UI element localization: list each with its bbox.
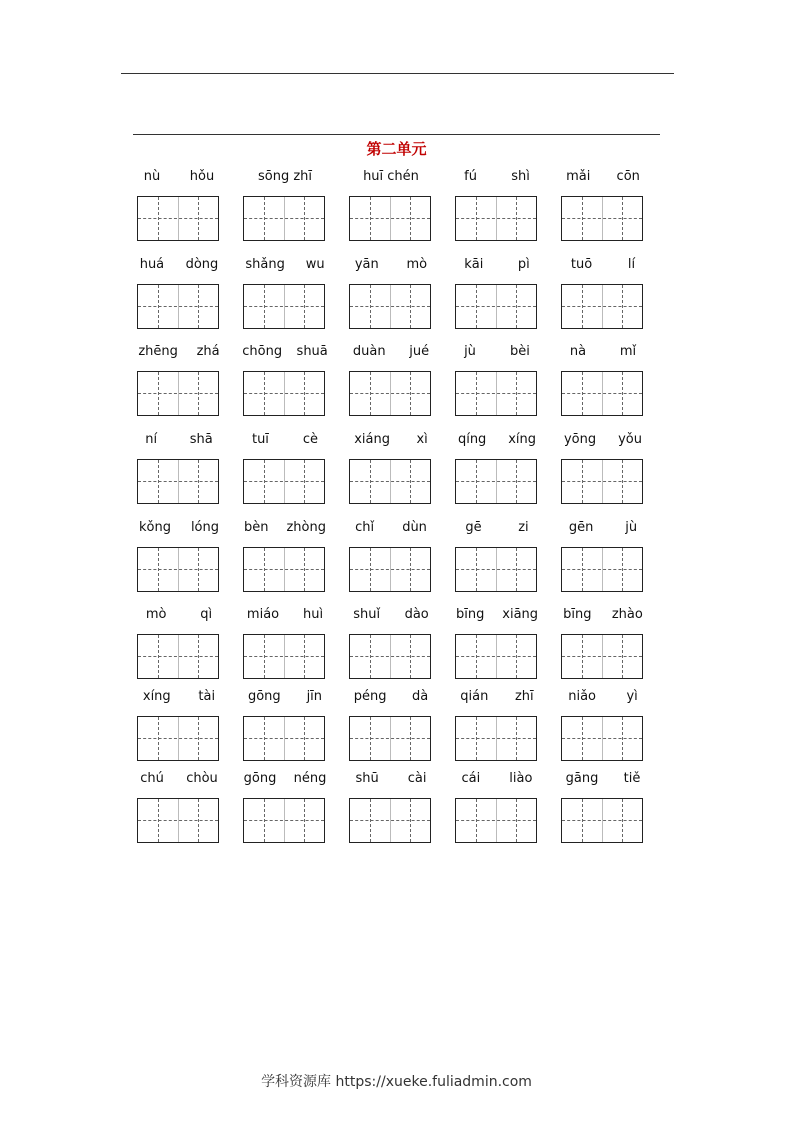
pinyin-syllable: xì (416, 431, 428, 447)
footer-text: 学科资源库 https://xueke.fuliadmin.com (261, 1074, 532, 1090)
pinyin-syllable: tiě (623, 770, 641, 786)
pinyin-syllable: jué (409, 343, 430, 359)
pinyin-label (447, 255, 547, 273)
box-guide-line (456, 306, 536, 307)
box-guide-line (622, 799, 623, 842)
box-guide-line (516, 460, 517, 503)
box-guide-line (198, 717, 199, 760)
box-guide-line (582, 197, 583, 240)
box-guide-line (582, 372, 583, 415)
box-guide-line (304, 285, 305, 328)
pinyin-syllable: zhòng (286, 519, 326, 535)
box-guide-line (244, 218, 324, 219)
box-guide-line (516, 717, 517, 760)
box-guide-line (410, 197, 411, 240)
pinyin-syllable: gāng (565, 770, 599, 786)
box-guide-line (516, 635, 517, 678)
writing-box[interactable] (455, 547, 537, 592)
pinyin-label (341, 518, 441, 536)
box-guide-line (582, 717, 583, 760)
box-guide-line (350, 820, 430, 821)
pinyin-label (447, 518, 547, 536)
pinyin-syllable: huì (302, 606, 324, 622)
pinyin-label (447, 769, 547, 787)
pinyin-label (341, 255, 441, 273)
pinyin-syllable: shuā (296, 343, 328, 359)
pinyin-label (341, 167, 441, 185)
writing-box[interactable] (243, 284, 325, 329)
box-guide-line (622, 285, 623, 328)
box-guide-line (138, 569, 218, 570)
pinyin-syllable: chòu (186, 770, 218, 786)
writing-box[interactable] (561, 798, 643, 843)
pinyin-label (447, 605, 547, 623)
pinyin-syllable: qián (460, 688, 489, 704)
writing-box[interactable] (137, 798, 219, 843)
pinyin-syllable: xiāng (502, 606, 539, 622)
box-guide-line (158, 372, 159, 415)
box-guide-line (264, 285, 265, 328)
pinyin-syllable: wu (305, 256, 325, 272)
writing-box[interactable] (561, 547, 643, 592)
box-guide-line (562, 820, 642, 821)
pinyin-syllable: kǒng (138, 519, 171, 535)
pinyin-syllable: jù (464, 343, 476, 359)
box-guide-line (198, 372, 199, 415)
writing-box[interactable] (349, 547, 431, 592)
box-guide-line (516, 285, 517, 328)
pinyin-syllable: qì (200, 606, 213, 622)
box-guide-line (350, 656, 430, 657)
pinyin-syllable: mò (406, 256, 428, 272)
box-guide-line (476, 460, 477, 503)
box-guide-line (244, 569, 324, 570)
box-guide-line (562, 306, 642, 307)
pinyin-syllable: hǒu (189, 168, 215, 184)
pinyin-syllable: chōng (242, 343, 283, 359)
box-guide-line (158, 717, 159, 760)
pinyin-syllable: dà (412, 688, 429, 704)
box-guide-line (158, 197, 159, 240)
pinyin-syllable: gōng (243, 770, 277, 786)
box-guide-line (304, 197, 305, 240)
box-guide-line (410, 548, 411, 591)
pinyin-label (341, 342, 441, 360)
box-guide-line (304, 799, 305, 842)
box-guide-line (304, 635, 305, 678)
pinyin-syllable: tài (198, 688, 216, 704)
writing-box[interactable] (561, 196, 643, 241)
box-guide-line (456, 738, 536, 739)
box-guide-line (562, 393, 642, 394)
box-guide-line (456, 656, 536, 657)
box-guide-line (562, 218, 642, 219)
pinyin-syllable: zhào (611, 606, 643, 622)
box-guide-line (582, 460, 583, 503)
pinyin-label (341, 687, 441, 705)
box-guide-line (350, 393, 430, 394)
pinyin-syllable: lí (627, 256, 636, 272)
pinyin-label (235, 687, 335, 705)
pinyin-syllable: chú (140, 770, 164, 786)
box-guide-line (456, 569, 536, 570)
pinyin-syllable: dùn (402, 519, 427, 535)
writing-box[interactable] (349, 634, 431, 679)
box-guide-line (304, 548, 305, 591)
box-guide-line (370, 548, 371, 591)
box-guide-line (350, 569, 430, 570)
pinyin-syllable: jù (625, 519, 638, 535)
pinyin-syllable: gēn (568, 519, 594, 535)
box-guide-line (562, 656, 642, 657)
box-guide-line (410, 460, 411, 503)
box-guide-line (476, 799, 477, 842)
pinyin-syllable: chǐ (355, 519, 375, 535)
box-guide-line (264, 372, 265, 415)
pinyin-label (553, 687, 653, 705)
box-guide-line (456, 393, 536, 394)
box-guide-line (582, 285, 583, 328)
box-guide-line (476, 635, 477, 678)
writing-box[interactable] (243, 547, 325, 592)
pinyin-syllable: xíng (508, 431, 537, 447)
box-guide-line (244, 481, 324, 482)
pinyin-syllable: shū (355, 770, 379, 786)
pinyin-syllable: bèn (243, 519, 269, 535)
box-guide-line (622, 460, 623, 503)
writing-box[interactable] (137, 634, 219, 679)
pinyin-syllable: huá (139, 256, 165, 272)
pinyin-syllable: péng (353, 688, 387, 704)
box-guide-line (622, 635, 623, 678)
box-guide-line (244, 820, 324, 821)
pinyin-label (235, 769, 335, 787)
box-guide-line (198, 285, 199, 328)
pinyin-syllable: liào (509, 770, 533, 786)
box-guide-line (138, 306, 218, 307)
box-guide-line (244, 738, 324, 739)
box-guide-line (516, 372, 517, 415)
box-guide-line (516, 548, 517, 591)
box-guide-line (264, 460, 265, 503)
pinyin-syllable: yān (354, 256, 379, 272)
pinyin-syllable: duàn (352, 343, 386, 359)
pinyin-syllable: nù (143, 168, 161, 184)
writing-box[interactable] (137, 716, 219, 761)
box-guide-line (370, 635, 371, 678)
writing-box[interactable] (455, 634, 537, 679)
pinyin-syllable: yōng (563, 431, 597, 447)
pinyin-syllable: cōn (616, 168, 640, 184)
pinyin-syllable: sōng zhī (257, 168, 313, 184)
pinyin-label (553, 167, 653, 185)
box-guide-line (562, 481, 642, 482)
writing-box[interactable] (455, 716, 537, 761)
box-guide-line (198, 548, 199, 591)
box-guide-line (476, 285, 477, 328)
box-guide-line (410, 635, 411, 678)
pinyin-label (341, 605, 441, 623)
box-guide-line (476, 372, 477, 415)
box-guide-line (622, 717, 623, 760)
pinyin-syllable: huī chén (363, 168, 419, 184)
pinyin-label (341, 769, 441, 787)
box-guide-line (264, 717, 265, 760)
pinyin-label (447, 167, 547, 185)
pinyin-label (235, 167, 335, 185)
pinyin-syllable: cài (407, 770, 427, 786)
box-guide-line (350, 481, 430, 482)
box-guide-line (370, 197, 371, 240)
box-guide-line (370, 372, 371, 415)
writing-box[interactable] (137, 459, 219, 504)
pinyin-syllable: néng (293, 770, 327, 786)
box-guide-line (516, 197, 517, 240)
box-guide-line (244, 656, 324, 657)
pinyin-syllable: qíng (457, 431, 487, 447)
pinyin-syllable: shì (511, 168, 530, 184)
box-guide-line (476, 548, 477, 591)
box-guide-line (198, 635, 199, 678)
pinyin-label (553, 518, 653, 536)
pinyin-syllable: gē (465, 519, 482, 535)
pinyin-syllable: pì (517, 256, 530, 272)
box-guide-line (370, 285, 371, 328)
pinyin-syllable: fú (464, 168, 477, 184)
pinyin-syllable: bèi (510, 343, 530, 359)
box-guide-line (476, 197, 477, 240)
writing-box[interactable] (455, 371, 537, 416)
pinyin-label (235, 430, 335, 448)
pinyin-label (553, 255, 653, 273)
box-guide-line (244, 306, 324, 307)
box-guide-line (264, 548, 265, 591)
writing-box[interactable] (561, 716, 643, 761)
pinyin-label (553, 769, 653, 787)
box-guide-line (158, 460, 159, 503)
writing-box[interactable] (349, 459, 431, 504)
pinyin-syllable: yǒu (618, 431, 642, 447)
box-guide-line (264, 799, 265, 842)
pinyin-syllable: dòng (185, 256, 219, 272)
box-guide-line (582, 635, 583, 678)
writing-box[interactable] (349, 284, 431, 329)
box-guide-line (456, 820, 536, 821)
box-guide-line (244, 393, 324, 394)
pinyin-label (129, 769, 229, 787)
box-guide-line (562, 738, 642, 739)
box-guide-line (350, 306, 430, 307)
writing-box[interactable] (137, 547, 219, 592)
pinyin-syllable: zhī (514, 688, 534, 704)
box-guide-line (304, 372, 305, 415)
pinyin-syllable: gōng (247, 688, 281, 704)
box-guide-line (582, 799, 583, 842)
pinyin-syllable: shā (189, 431, 213, 447)
pinyin-syllable: zhá (196, 343, 220, 359)
writing-box[interactable] (455, 284, 537, 329)
box-guide-line (138, 393, 218, 394)
box-guide-line (370, 717, 371, 760)
box-guide-line (304, 460, 305, 503)
pinyin-syllable: yì (626, 688, 638, 704)
pinyin-syllable: zi (518, 519, 529, 535)
box-guide-line (158, 799, 159, 842)
pinyin-syllable: tuī (251, 431, 269, 447)
box-guide-line (158, 635, 159, 678)
writing-box[interactable] (243, 716, 325, 761)
writing-box[interactable] (455, 459, 537, 504)
pinyin-syllable: bīng (563, 606, 592, 622)
writing-box[interactable] (455, 196, 537, 241)
box-guide-line (138, 820, 218, 821)
box-guide-line (562, 569, 642, 570)
box-guide-line (476, 717, 477, 760)
box-guide-line (138, 656, 218, 657)
pinyin-syllable: nà (569, 343, 587, 359)
writing-box[interactable] (349, 798, 431, 843)
pinyin-label (553, 430, 653, 448)
box-guide-line (158, 548, 159, 591)
writing-box[interactable] (243, 634, 325, 679)
box-guide-line (350, 738, 430, 739)
pinyin-label (553, 342, 653, 360)
pinyin-syllable: shuǐ (353, 606, 381, 622)
pinyin-label (129, 518, 229, 536)
pinyin-label (129, 342, 229, 360)
writing-box[interactable] (349, 371, 431, 416)
box-guide-line (410, 717, 411, 760)
box-guide-line (622, 548, 623, 591)
pinyin-syllable: zhēng (138, 343, 178, 359)
writing-box[interactable] (137, 284, 219, 329)
pinyin-syllable: kāi (464, 256, 484, 272)
box-guide-line (456, 481, 536, 482)
pinyin-label (447, 430, 547, 448)
writing-box[interactable] (561, 284, 643, 329)
pinyin-syllable: tuō (570, 256, 593, 272)
writing-box[interactable] (561, 459, 643, 504)
pinyin-syllable: jīn (306, 688, 323, 704)
pinyin-syllable: mǎi (566, 168, 591, 184)
box-guide-line (582, 548, 583, 591)
pinyin-label (129, 167, 229, 185)
pinyin-label (235, 255, 335, 273)
writing-box[interactable] (561, 634, 643, 679)
box-guide-line (456, 218, 536, 219)
box-guide-line (410, 799, 411, 842)
box-guide-line (622, 197, 623, 240)
pinyin-syllable: cè (302, 431, 319, 447)
box-guide-line (410, 285, 411, 328)
writing-box[interactable] (455, 798, 537, 843)
pinyin-label (129, 605, 229, 623)
box-guide-line (410, 372, 411, 415)
box-guide-line (622, 372, 623, 415)
pinyin-syllable: dào (404, 606, 429, 622)
pinyin-label (235, 342, 335, 360)
pinyin-syllable: lóng (190, 519, 219, 535)
pinyin-syllable: miáo (246, 606, 280, 622)
pinyin-label (129, 687, 229, 705)
writing-box[interactable] (243, 798, 325, 843)
box-guide-line (264, 635, 265, 678)
pinyin-label (447, 687, 547, 705)
writing-box[interactable] (349, 196, 431, 241)
box-guide-line (158, 285, 159, 328)
pinyin-label (235, 518, 335, 536)
pinyin-syllable: mò (145, 606, 167, 622)
box-guide-line (304, 717, 305, 760)
box-guide-line (198, 197, 199, 240)
pinyin-label (447, 342, 547, 360)
writing-box[interactable] (137, 371, 219, 416)
pinyin-syllable: shǎng (245, 256, 285, 272)
pinyin-label (341, 430, 441, 448)
box-guide-line (198, 460, 199, 503)
box-guide-line (198, 799, 199, 842)
pinyin-syllable: bīng (455, 606, 485, 622)
pinyin-syllable: niǎo (568, 688, 596, 704)
box-guide-line (138, 481, 218, 482)
box-guide-line (138, 738, 218, 739)
box-guide-line (370, 799, 371, 842)
box-guide-line (516, 799, 517, 842)
pinyin-syllable: xiáng (354, 431, 390, 447)
pinyin-label (129, 255, 229, 273)
box-guide-line (138, 218, 218, 219)
box-guide-line (264, 197, 265, 240)
writing-box[interactable] (243, 371, 325, 416)
pinyin-syllable: cái (461, 770, 481, 786)
pinyin-label (235, 605, 335, 623)
section-title: 第二单元 (366, 140, 427, 158)
pinyin-label (553, 605, 653, 623)
writing-box[interactable] (243, 459, 325, 504)
pinyin-syllable: mǐ (619, 343, 637, 359)
writing-box[interactable] (561, 371, 643, 416)
writing-box[interactable] (349, 716, 431, 761)
writing-box[interactable] (137, 196, 219, 241)
pinyin-syllable: xíng (142, 688, 171, 704)
writing-box[interactable] (243, 196, 325, 241)
pinyin-syllable: ní (145, 431, 158, 447)
box-guide-line (350, 218, 430, 219)
pinyin-label (129, 430, 229, 448)
box-guide-line (370, 460, 371, 503)
